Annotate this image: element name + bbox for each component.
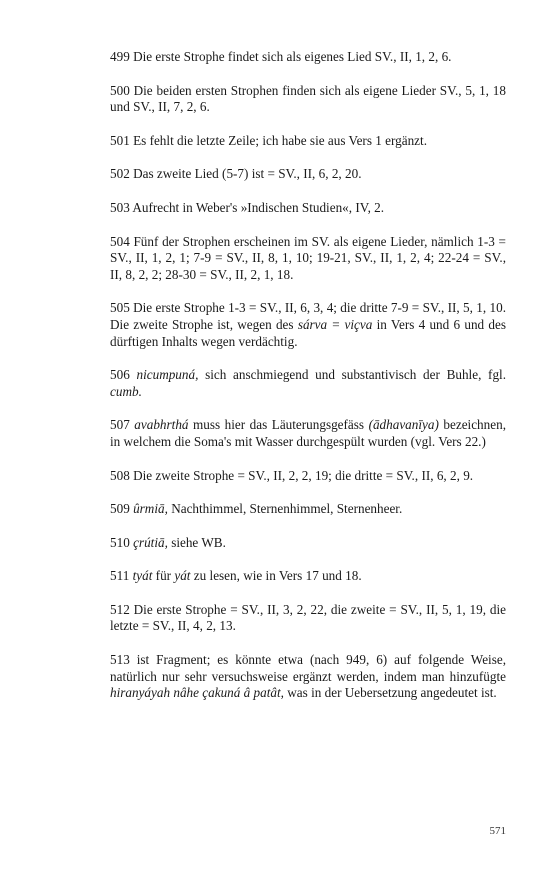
note-text: 501 Es fehlt die letzte Zeile; ich habe sie aus Vers 1 ergänzt. <box>110 132 428 148</box>
endnote <box>110 300 506 350</box>
note-text: 499 Die erste Strophe findet sich als eigenes Lied SV., II, 1, 2, 6. <box>110 49 452 64</box>
endnote <box>110 49 506 66</box>
endnote <box>110 602 506 635</box>
note-text: 507 <box>110 417 135 433</box>
endnote <box>110 652 506 702</box>
italic-term: tyát <box>132 568 153 584</box>
note-text: 512 Die erste Strophe = SV., II, 3, 2, 22, die zweite = SV., II, 5, 1, 19, die letzte = SV., II, 4, 2, 13. <box>110 601 506 634</box>
note-text: sich anschmiegend und substantivisch der Buhle, fgl. <box>198 367 506 383</box>
note-text: 508 Die zweite Strophe = SV., II, 2, 2, 19; die dritte = SV., II, 6, 2, 9. <box>110 467 474 483</box>
endnote <box>110 468 506 485</box>
note-text: für <box>152 568 175 584</box>
endnote <box>110 535 506 552</box>
endnote <box>110 200 506 217</box>
note-text: 505 Die erste Strophe 1-3 = SV., II, 6, 3, 4; die dritte 7-9 = SV., II, 5, 1, 10. Die zweite Strophe ist, wegen des <box>110 300 506 332</box>
page-number: 571 <box>489 825 506 837</box>
endnote <box>110 166 506 183</box>
note-text: zu lesen, wie in Vers 17 und 18. <box>190 568 362 584</box>
note-text: 503 Aufrecht in Weber's »Indischen Studien«, IV, 2. <box>110 199 385 215</box>
note-text: in Vers 4 und 6 und des dürftigen Inhalts wegen verdächtig. <box>110 316 506 349</box>
italic-term: avabhrthá <box>134 417 189 433</box>
italic-term: ûrmiā, <box>133 501 168 517</box>
note-text: Nachthimmel, Sternenhimmel, Sternenheer. <box>167 501 403 517</box>
note-text: 502 Das zweite Lied (5-7) ist = SV., II, 6, 2, 20. <box>110 166 362 182</box>
note-text: muss hier das Läuterungsgefäss <box>188 417 369 433</box>
italic-term: (ādhavanīya) <box>368 417 439 433</box>
italic-term: çrútiā, <box>133 534 168 550</box>
endnote <box>110 367 506 400</box>
note-text: 504 Fünf der Strophen erscheinen im SV. als eigene Lieder, nämlich 1-3 = SV., II, 1, 2, 1; 7-9 = SV., II, 8, 1, 10; 19-21, SV., II, 1, 2, 4; 22-24 = SV., II, 8, 2, 2; 28-30 = SV., II, 2, 1, 18. <box>110 233 506 282</box>
note-text: siehe WB. <box>167 534 226 550</box>
endnote <box>110 568 506 585</box>
italic-term: nicumpuná, <box>136 367 199 383</box>
note-text: 513 ist Fragment; es könnte etwa (nach 949, 6) auf folgende Weise, natürlich nur sehr versuchsweise ergänzt werden, indem man hinzufügte <box>110 652 506 684</box>
note-text: bezeichnen, in welchem die Soma's mit Wasser durchgespült wurden (vgl. Vers 22.) <box>110 417 506 449</box>
note-text: was in der Uebersetzung angedeutet ist. <box>283 685 497 701</box>
note-text: 510 <box>110 534 134 550</box>
italic-term: yát <box>174 568 191 584</box>
endnote <box>110 417 506 450</box>
endnote <box>110 501 506 518</box>
endnote <box>110 234 506 284</box>
note-text: 511 <box>110 568 133 584</box>
italic-term: sárva = viçva <box>297 316 373 332</box>
endnote <box>110 83 506 116</box>
endnotes-body <box>110 49 506 719</box>
italic-term: hiranyáyah nâhe çakuná â patât, <box>110 685 284 701</box>
note-text: 506 <box>110 367 137 383</box>
note-text: 500 Die beiden ersten Strophen finden sich als eigene Lieder SV., 5, 1, 18 und SV., II, 7, 2, 6. <box>110 82 506 115</box>
note-text: 509 <box>110 501 134 517</box>
italic-term: cumb. <box>110 383 142 399</box>
endnote <box>110 133 506 150</box>
